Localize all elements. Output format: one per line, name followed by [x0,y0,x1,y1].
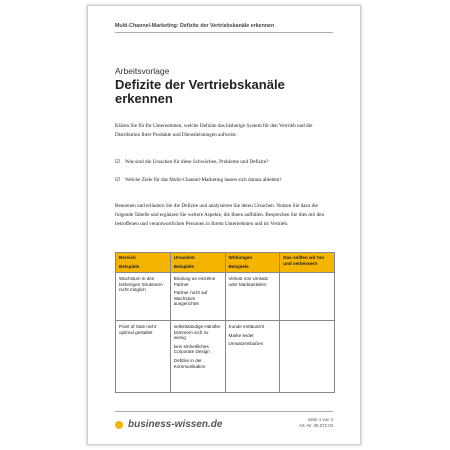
table-row [116,273,335,321]
intro-paragraph: Klären Sie für Ihr Unternehmen, welche Defizite das bisherige System für den Vertrieb und die Distribution Ihrer Produkte und Dienstleistungen aufweist. [115,123,313,138]
checklist-item-1 [115,158,330,167]
table-cell-massnahmen [280,321,335,393]
column-header-bereich: Bereich Beispiele [116,253,171,273]
column-header-ursachen: Ursachen Beispiele [170,253,225,273]
brand-logo [115,419,222,430]
column-subheader: Beispiele [119,264,140,269]
column-header-massnahmen: Das sollten wir tun und verbessern [280,253,335,273]
body-paragraph: Benennen und erläutern Sie die Defizite und analysieren Sie deren Ursachen. Nutzen Sie dazu die folgende Tabelle und ergänzen Sie weitere Aspekte, die Ihnen auffallen. Besprechen Sie dies mit den betroffenen und verantwortlichen Personen in Ihrem Unternehmen und im Vertrieb. [115,203,325,227]
checked-box-icon: ☑ [115,177,120,183]
column-subheader: Beispiele [173,264,194,269]
document-page [87,5,361,445]
table-cell-bereich: Wachstum in den bisherigen Strukturen nicht möglich [116,273,171,321]
checklist-item-text: Was sind die Ursachen für diese Schwächen, Probleme und Defizite? [125,159,269,165]
document-title: Defizite der Vertriebskanäle erkennen [115,77,285,106]
table-cell-ursachen: selbstständige Händler kümmern sich zu wenig kein einheitliches Corporate Design Defizite in der Kommunikation [170,321,225,393]
table-cell-massnahmen [280,273,335,321]
table-cell-bereich: Point of Sale nicht optimal gestaltet [116,321,171,393]
table-row [116,321,335,393]
logo-dot-icon [115,421,123,429]
column-subheader: Beispiele [228,264,249,269]
column-header-wirkungen: Wirkungen Beispiele [225,253,280,273]
table-header-row [116,253,335,273]
checked-box-icon: ☑ [115,159,120,165]
footer-divider [115,411,333,412]
table-cell-wirkungen: Kunde enttäuscht Marke leidet Umsatzeinbußen [225,321,280,393]
footer-meta [299,417,333,429]
checklist-item-text: Welche Ziele für das Multi-Channel-Marketing lassen sich daraus ableiten? [125,177,282,183]
document-subtitle: Arbeitsvorlage [115,66,170,76]
header-divider [115,32,333,33]
article-number: Art.-Nr. 06.072.03 [299,423,333,428]
deficit-table [115,252,335,393]
running-header: Multi-Channel-Marketing: Defizite der Vertriebskanäle erkennen [115,23,275,29]
page-number: Seite 1 von 3 [307,417,333,422]
table-cell-wirkungen: Verlust von Umsatz oder Marktanteilen [225,273,280,321]
table-cell-ursachen: Bindung an einzelne Partner Partner nicht auf Wachstum ausgerichtet [170,273,225,321]
checklist-item-2 [115,176,330,185]
logo-text: business-wissen.de [128,419,223,430]
